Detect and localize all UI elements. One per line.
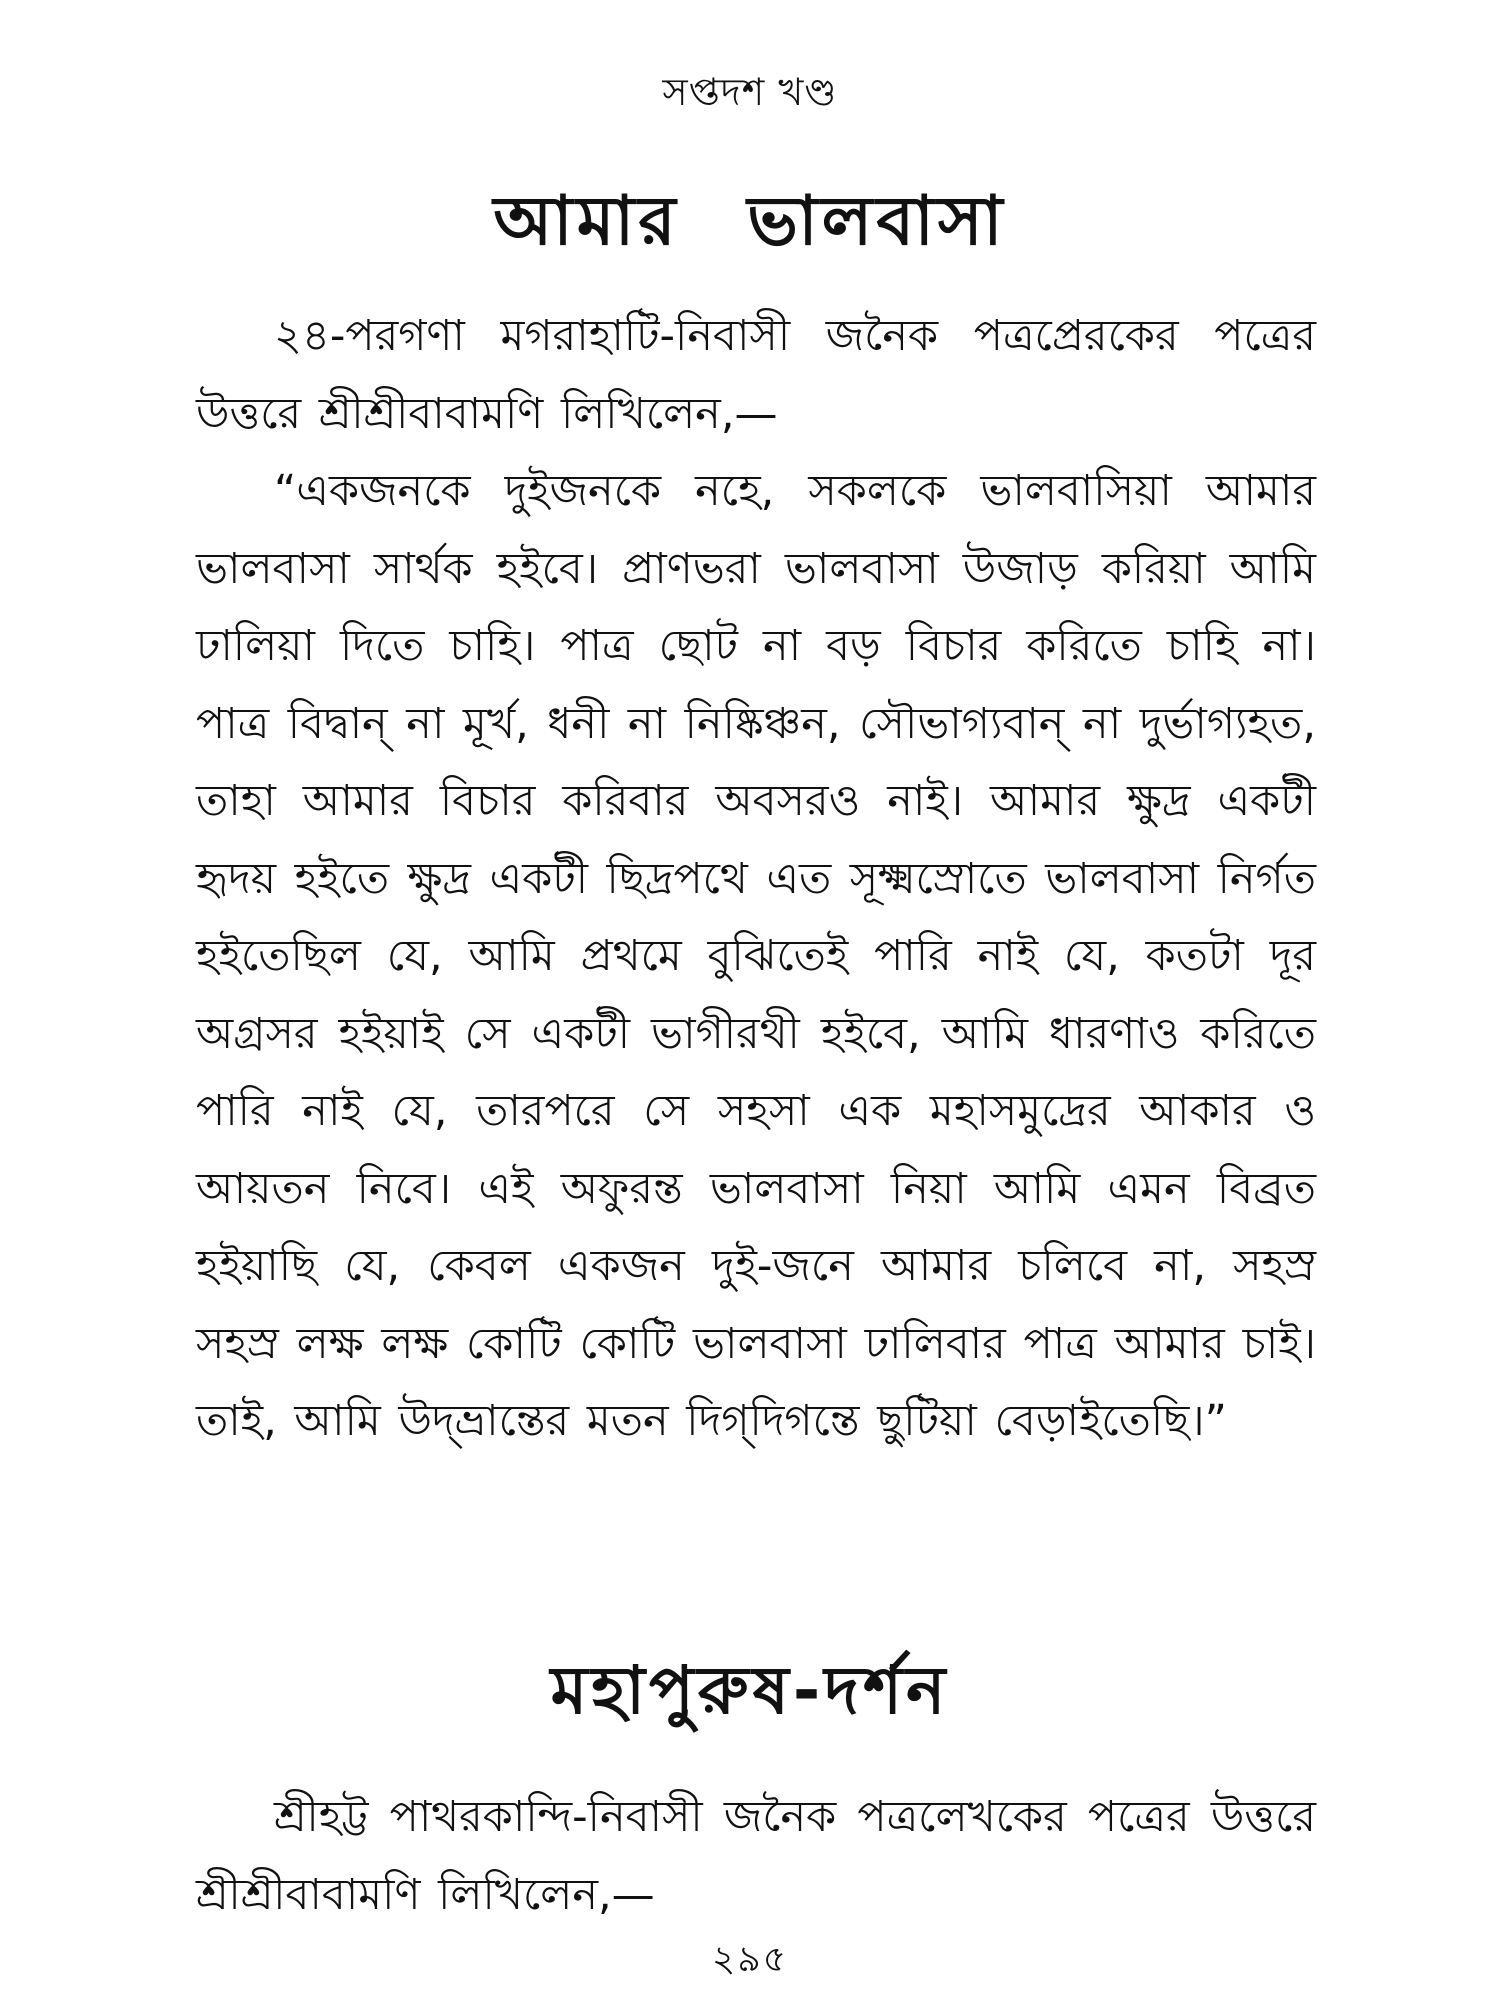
section-title-amar-bhalobasa: আমার ভালবাসা (493, 182, 1007, 261)
section-body-amar-bhalobasa (196, 298, 1316, 1461)
page-number: ২৯৫ (711, 1939, 789, 1980)
section-title-mahapurush-darshan: মহাপুরুষ-দর্শন (550, 1652, 950, 1729)
quote-paragraph: “একজনকে দুইজনকে নহে, সকলকে ভালবাসিয়া আমার ভালবাসা সার্থক হইবে। প্রাণভরা ভালবাসা উজাড় করিয়া আমি ঢালিয়া দিতে চাহি। পাত্র ছোট না বড় বিচার করিতে চাহি না। পাত্র বিদ্বান্ না মূর্খ, ধনী না নিষ্কিঞ্চন, সৌভাগ্যবান্ না দুর্ভাগ্যহত, তাহা আমার বিচার করিবার অবসরও নাই। আমার ক্ষুদ্র একটী হৃদয় হইতে ক্ষুদ্র একটী ছিদ্রপথে এত সূক্ষ্মস্রোতে ভালবাসা নির্গত হইতেছিল যে, আমি প্রথমে বুঝিতেই পারি নাই যে, কতটা দূর অগ্রসর হইয়াই সে একটী ভাগীরথী হইবে, আমি ধারণাও করিতে পারি নাই যে, তারপরে সে সহসা এক মহাসমুদ্রের আকার ও আয়তন নিবে। এই অফুরন্ত ভালবাসা নিয়া আমি এমন বিব্রত হইয়াছি যে, কেবল একজন দুই-জনে আমার চলিবে না, সহস্র সহস্র লক্ষ লক্ষ কোটি কোটি ভালবাসা ঢালিবার পাত্র আমার চাই। তাই, আমি উদ্‌ভ্রান্তের মতন দিগ্‌দিগন্তে ছুটিয়া বেড়াইতেছি।” (196, 466, 1316, 1446)
section-body-mahapurush-darshan (196, 1779, 1316, 1934)
intro-paragraph: ২৪-পরগণা মগরাহাটি-নিবাসী জনৈক পত্রপ্রেরকের পত্রের উত্তরে শ্রীশ্রীবাবামণি লিখিলেন,— (196, 311, 1316, 439)
running-head: সপ্তদশ খণ্ড (662, 70, 838, 114)
intro-paragraph: শ্রীহট্ট পাথরকান্দি-নিবাসী জনৈক পত্রলেখকের পত্রের উত্তরে শ্রীশ্রীবাবামণি লিখিলেন,— (196, 1792, 1316, 1920)
